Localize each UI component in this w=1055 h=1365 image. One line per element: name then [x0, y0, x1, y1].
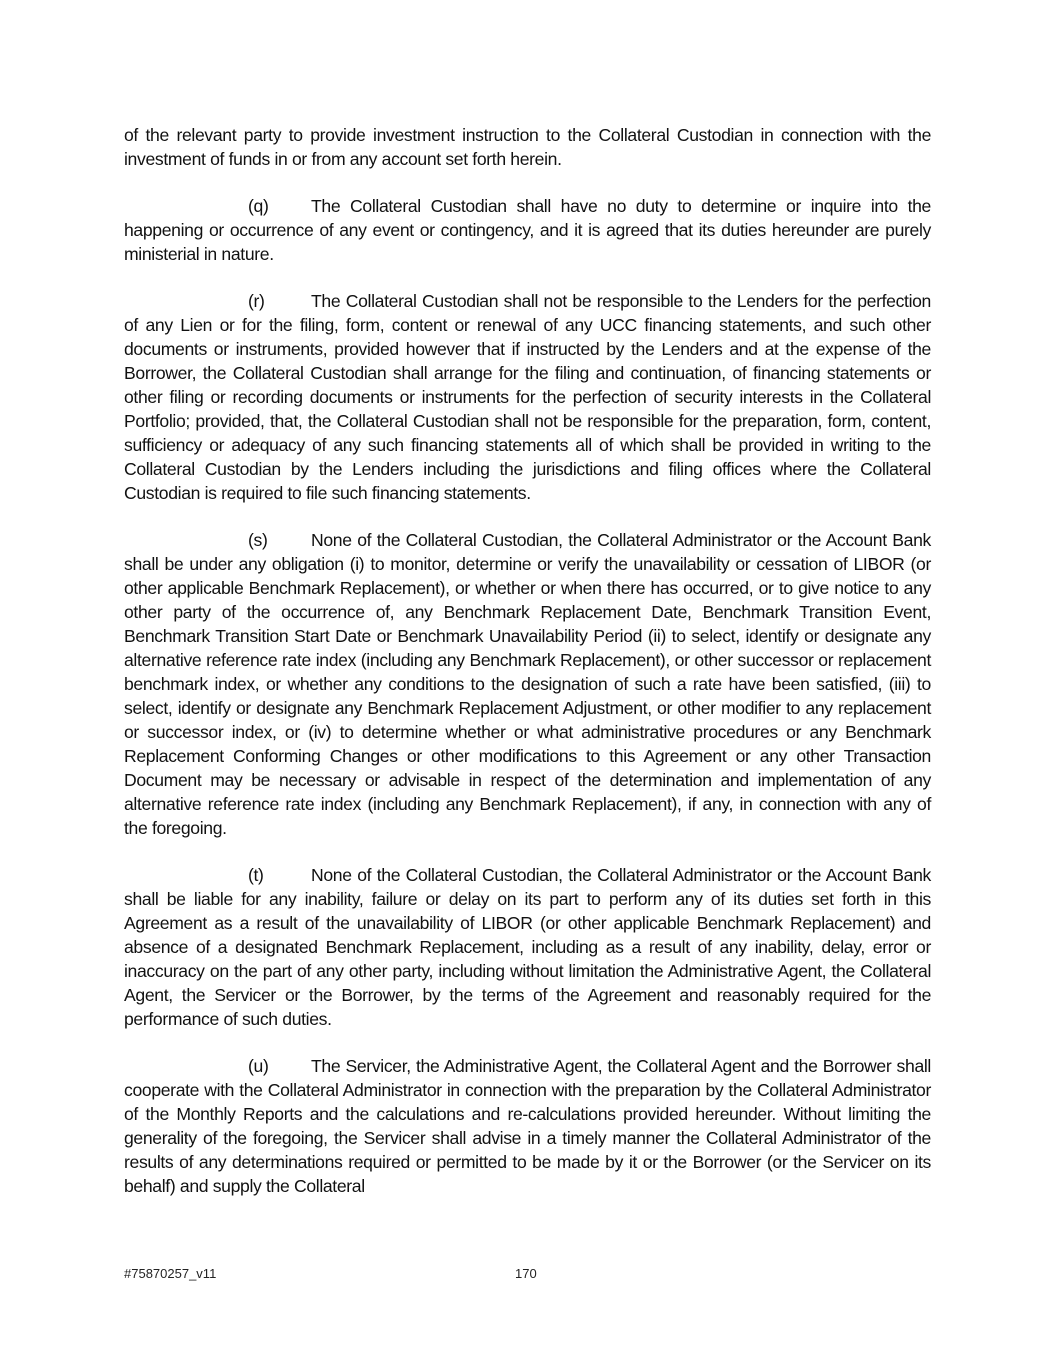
paragraph-s	[124, 528, 931, 840]
paragraph-text: None of the Collateral Custodian, the Collateral Administrator or the Account Bank shall be liable for any inability, failure or delay on its part to perform any of its duties set forth in this Agreement as a result of the unavailability of LIBOR (or other applicable Benchmark Replacement) and absence of a designated Benchmark Replacement, including as a result of any inability, delay, error or inaccuracy on the part of any other party, including without limitation the Administrative Agent, the Collateral Agent, the Servicer or the Borrower, by the terms of the Agreement and reasonably required for the performance of such duties.	[124, 865, 931, 1029]
paragraph-label: (s)	[248, 530, 268, 550]
paragraph-continuation	[124, 123, 931, 171]
paragraph-text: The Servicer, the Administrative Agent, the Collateral Agent and the Borrower shall cooperate with the Collateral Administrator in connection with the preparation by the Collateral Administrator of the Monthly Reports and the calculations and re-calculations provided hereunder. Without limiting the generality of the foregoing, the Servicer shall advise in a timely manner the Collateral Administrator of the results of any determinations required or permitted to be made by it or the Borrower (or the Servicer on its behalf) and supply the Collateral	[124, 1056, 931, 1196]
paragraph-label: (t)	[248, 865, 264, 885]
paragraph-q	[124, 194, 931, 266]
paragraph-label: (r)	[248, 291, 265, 311]
document-page	[124, 123, 931, 1221]
paragraph-u	[124, 1054, 931, 1198]
page-number: 170	[515, 1266, 537, 1281]
paragraph-text: None of the Collateral Custodian, the Collateral Administrator or the Account Bank shall be under any obligation (i) to monitor, determine or verify the unavailability or cessation of LIBOR (or other applicable Benchmark Replacement), or whether or when there has occurred, or to give notice to any other party of the occurrence of, any Benchmark Replacement Date, Benchmark Transition Event, Benchmark Transition Start Date or Benchmark Unavailability Period (ii) to select, identify or designate any alternative reference rate index (including any Benchmark Replacement), or other successor or replacement benchmark index, or whether any conditions to the designation of such a rate have been satisfied, (iii) to select, identify or designate any Benchmark Replacement Adjustment, or other modifier to any replacement or successor index, or (iv) to determine whether or what administrative procedures or any Benchmark Replacement Conforming Changes or other modifications to this Agreement or any other Transaction Document may be necessary or advisable in respect of the determination and implementation of any alternative reference rate index (including any Benchmark Replacement), if any, in connection with any of the foregoing.	[124, 530, 931, 838]
paragraph-t	[124, 863, 931, 1031]
paragraph-text: The Collateral Custodian shall have no duty to determine or inquire into the happening or occurrence of any event or contingency, and it is agreed that its duties hereunder are purely ministerial in nature.	[124, 196, 931, 264]
paragraph-label: (q)	[248, 196, 269, 216]
paragraph-text: The Collateral Custodian shall not be responsible to the Lenders for the perfection of any Lien or for the filing, form, content or renewal of any UCC financing statements, and such other documents or instruments, provided however that if instructed by the Lenders and at the expense of the Borrower, the Collateral Custodian shall arrange for the filing and continuation, of financing statements or other filing or recording documents or instruments for the perfection of security interests in the Collateral Portfolio; provided, that, the Collateral Custodian shall not be responsible for the preparation, form, content, sufficiency or adequacy of any such financing statements all of which shall be provided in writing to the Collateral Custodian by the Lenders including the jurisdictions and filing offices where the Collateral Custodian is required to file such financing statements.	[124, 291, 931, 503]
paragraph-text: of the relevant party to provide investment instruction to the Collateral Custodian in connection with the investment of funds in or from any account set forth herein.	[124, 125, 931, 169]
document-id: #75870257_v11	[124, 1266, 217, 1281]
paragraph-label: (u)	[248, 1056, 269, 1076]
paragraph-r	[124, 289, 931, 505]
